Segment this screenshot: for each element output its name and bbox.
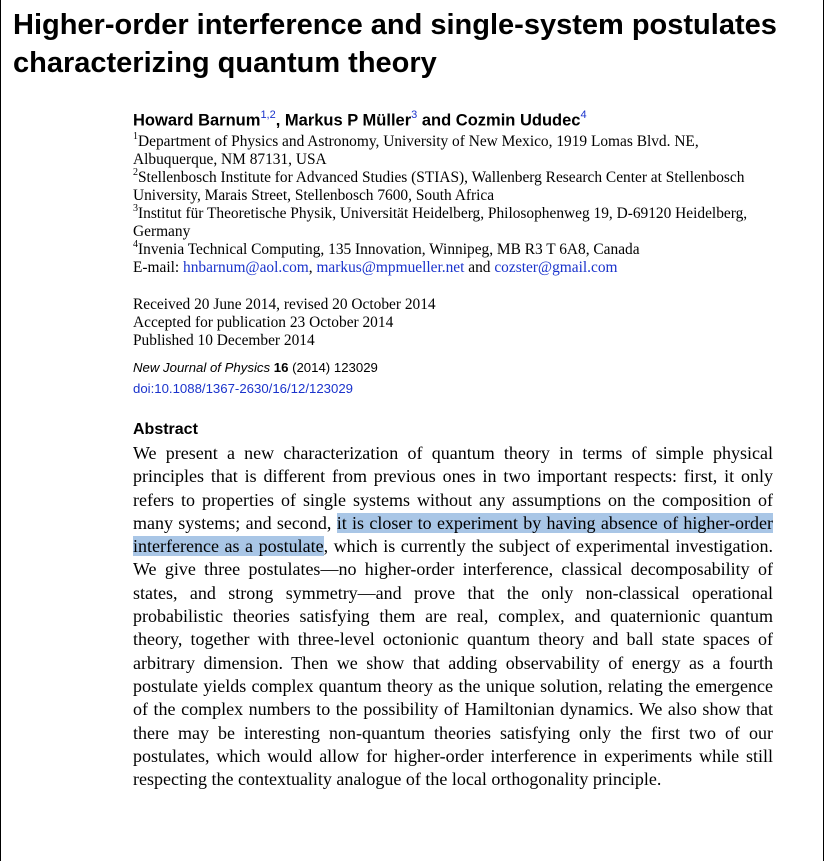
abstract-heading: Abstract [133,421,198,438]
email-link[interactable]: hnbarnum@aol.com [183,259,309,276]
affiliation-number: 2 [133,166,138,178]
doi-link[interactable]: doi:10.1088/1367-2630/16/12/123029 [133,381,353,396]
journal-volume: 16 [273,360,289,375]
email-separator: and [464,259,495,276]
affiliation [133,238,773,259]
accepted-date: Accepted for publication 23 October 2014 [133,314,394,331]
affiliation [133,202,773,241]
affiliation [133,166,773,205]
author-list [133,104,773,133]
abstract-text: , which is currently the subject of experimental investigation. We give three postulates—no higher-order interference, classical decomposability of states, and strong symmetry—and prove that the only non-classical operational probabilistic theories satisfying them are real, complex, and quaternionic quantum theory, together with three-level octonionic quantum theory and ball state spaces of arbitrary dimension. Then we show that adding observability of energy as a fourth postulate yields complex quantum theory as the unique solution, relating the emergence of the complex numbers to the possibility of Hamiltonian dynamics. We also show that there may be interesting non-quantum theories satisfying only the first two of our postulates, which would allow for higher-order interference in experiments while still respecting the contextuality analogue of the local orthogonality principle. [133,536,773,790]
author-affil-ref[interactable]: 4 [580,109,587,121]
email-line [133,259,773,277]
email-separator: , [308,259,317,276]
affiliation-number: 3 [133,202,138,214]
author-name: Howard Barnum [133,111,261,130]
journal-citation [133,358,773,378]
abstract-text: We present a new characterization of quantum theory in terms of simple physical principles that is different from previous ones in two important respects: first, it only refers to properties of single systems without any assumptions on the composition of many systems; and second, [133,443,773,533]
author-name: Markus P Müller [284,111,412,130]
received-date: Received 20 June 2014, revised 20 October 2014 [133,296,436,313]
journal-year-article: (2014) 123029 [288,360,378,375]
affiliation-text: Invenia Technical Computing, 135 Innovation, Winnipeg, MB R3 T 6A8, Canada [138,241,640,258]
author-name: Cozmin Ududec [455,111,581,130]
author-affil-ref[interactable]: 3 [411,109,418,121]
affiliation-text: Institut für Theoretische Physik, Universität Heidelberg, Philosophenweg 19, D-69120 Heidelberg, Germany [133,205,748,240]
author-separator: , [275,111,285,130]
email-link[interactable]: markus@mpmueller.net [316,259,465,276]
paper-title: Higher-order interference and single-system postulates characterizing quantum theory [13,9,777,79]
affiliation-list [133,130,773,277]
email-label: E-mail: [133,259,184,276]
journal-name: New Journal of Physics [133,360,271,375]
affiliation-text: Stellenbosch Institute for Advanced Studies (STIAS), Wallenberg Research Center at Stellenbosch University, Marais Street, Stellenbosch 7600, South Africa [133,169,745,204]
affiliation-number: 4 [133,238,138,250]
text-selection-highlight[interactable]: it is closer to experiment by having absence of higher-order interference as a postulate [133,512,773,557]
email-link[interactable]: cozster@gmail.com [494,259,618,276]
author-affil-ref[interactable]: 1,2 [260,109,276,121]
affiliation-number: 1 [133,130,138,142]
page-border-left [0,0,1,861]
page-border-right [823,0,824,861]
affiliation-text: Department of Physics and Astronomy, University of New Mexico, 1919 Lomas Blvd. NE, Albuquerque, NM 87131, USA [133,133,699,168]
affiliation [133,130,773,169]
publication-dates [133,296,773,350]
abstract-body [133,442,773,791]
published-date: Published 10 December 2014 [133,332,315,349]
author-separator: and [417,111,456,130]
